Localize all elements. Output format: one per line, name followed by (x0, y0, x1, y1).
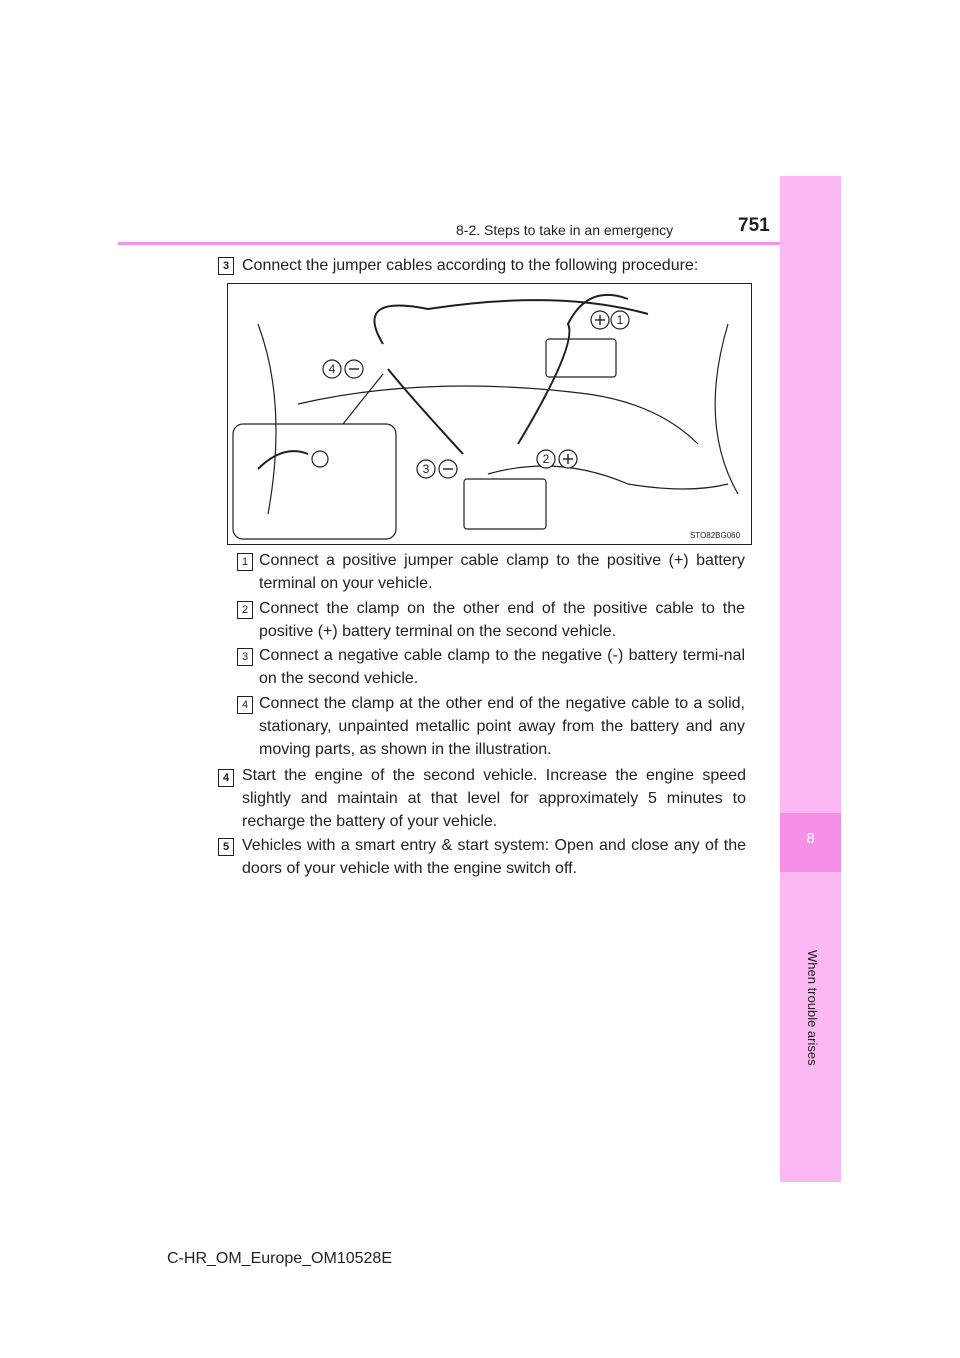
step-text: Start the engine of the second vehicle. Increase the engine speed slightly and maintain at that level for approximately 5 minutes to recharge the battery of your vehicle. (242, 767, 746, 830)
jumper-cable-illustration (227, 283, 752, 545)
bumper-line (488, 466, 728, 489)
inset-arrow (258, 451, 308, 469)
substep-text: Connect a negative cable clamp to the negative (-) battery termi-nal on the second vehicle. (259, 647, 745, 687)
inset-leader (343, 374, 383, 424)
step-text: Connect the jumper cables according to the following procedure: (242, 257, 699, 274)
callout-1: 1 (616, 313, 624, 327)
header-rule (118, 242, 780, 245)
substep-text: Connect the clamp at the other end of the negative cable to a solid, stationary, unpainted metallic point away from the battery and any moving parts, as shown in the illustration. (259, 695, 745, 758)
fender-line-right (715, 324, 738, 494)
page-number: 751 (738, 215, 770, 236)
substep-marker: 4 (237, 696, 253, 714)
callout-4: 4 (328, 362, 336, 376)
substep-marker: 3 (237, 648, 253, 666)
chapter-title: When trouble arises (805, 950, 820, 1066)
chapter-number: 8 (806, 830, 815, 847)
step-marker: 3 (218, 257, 234, 275)
step-marker: 5 (218, 838, 234, 856)
engine-bay-drawing (228, 284, 751, 544)
callout-2: 2 (542, 452, 550, 466)
booster-battery (464, 479, 546, 529)
step-text: Vehicles with a smart entry & start system: Open and close any of the doors of your vehicle with the engine switch off. (242, 837, 746, 877)
engine-outline (298, 386, 698, 444)
document-id: C-HR_OM_Europe_OM10528E (167, 1250, 392, 1267)
ground-bolt (312, 451, 328, 467)
substep-text: Connect the clamp on the other end of the positive cable to the positive (+) battery terminal on the second vehicle. (259, 600, 745, 640)
substep-text: Connect a positive jumper cable clamp to the positive (+) battery terminal on your vehicle. (259, 552, 745, 592)
substep-marker: 2 (237, 601, 253, 619)
substep-marker: 1 (237, 553, 253, 571)
negative-cable-lower (388, 369, 463, 454)
callout-3: 3 (422, 462, 430, 476)
section-title: 8-2. Steps to take in an emergency (456, 222, 674, 238)
figure-code: STO82BG060 (689, 531, 741, 540)
fender-line-left (258, 324, 276, 514)
step-marker: 4 (218, 769, 234, 787)
inset-detail (233, 424, 396, 539)
